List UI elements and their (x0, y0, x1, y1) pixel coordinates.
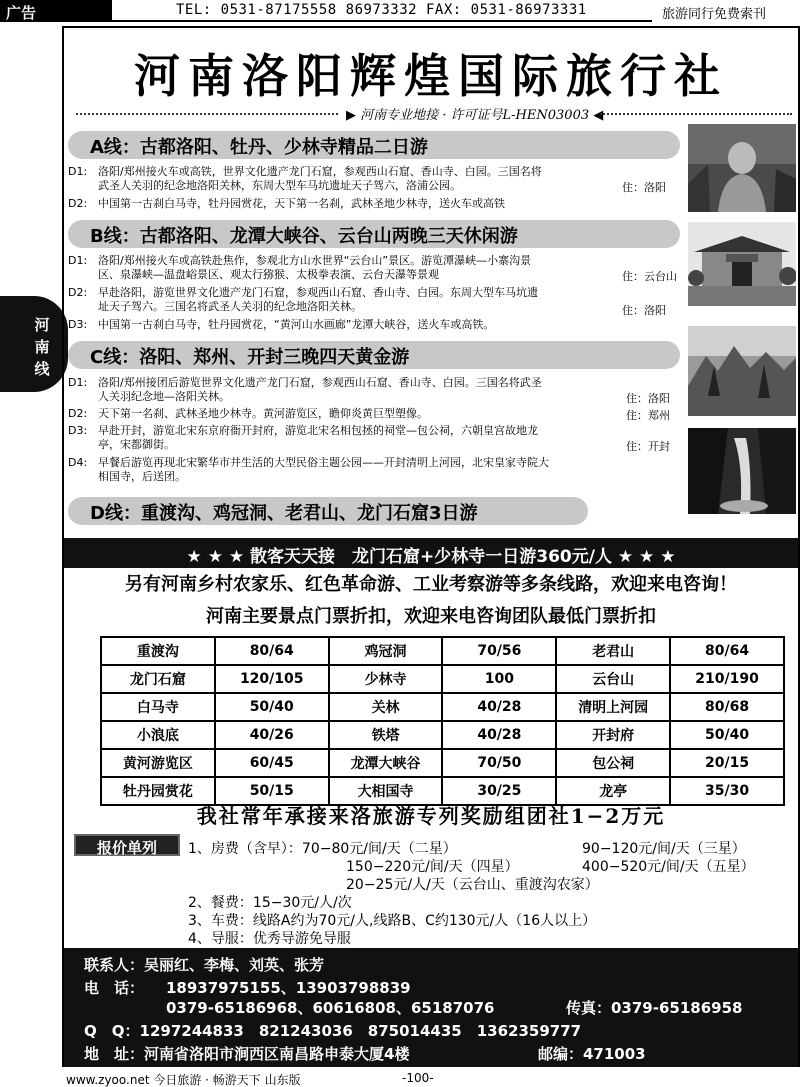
ticket-price-table (100, 636, 785, 806)
route-a-title: A线：古都洛阳、牡丹、少林寺精品二日游 (68, 131, 680, 159)
ticket-site-name: 少林寺 (329, 665, 443, 693)
ticket-price: 35/30 (670, 777, 784, 805)
quote-tag: 报价单列 (74, 834, 180, 856)
ticket-site-name: 龙亭 (556, 777, 670, 805)
ad-label: 广告 (0, 0, 112, 22)
quote-guide: 4、导服：优秀导游免导服 (188, 931, 351, 947)
ticket-site-name: 鸡冠洞 (329, 637, 443, 665)
contact-phone-label: 电 话： (84, 979, 145, 997)
contact-qq: Q Q：1297244833 821243036 875014435 1362359777 (84, 1022, 582, 1040)
ticket-site-name: 牡丹园赏花 (101, 777, 215, 805)
route-c-title: C线：洛阳、郑州、开封三晚四天黄金游 (68, 341, 680, 369)
divider-left (76, 113, 338, 115)
route-b-title: B线：古都洛阳、龙潭大峡谷、云台山两晚三天休闲游 (68, 220, 680, 248)
route-c-day-3: D3: 早赴开封，游览北宋东京府衙开封府，游览北宋名相包拯的祠堂—包公祠，六朝皇宫故地龙 亭，宋都御街。 (68, 424, 538, 451)
ticket-price: 70/56 (442, 637, 556, 665)
route-b-day-1: D1: 洛阳/郑州接火车或高铁赴焦作，参观北方山水世界“云台山”景区。游览潭瀑峡—小寨沟景 区、泉瀑峡—温盘峪景区、观太行猕猴、太极拳表演、云台天瀑等景观 (68, 254, 532, 281)
company-name: 河南洛阳辉煌国际旅行社 (134, 49, 728, 103)
ticket-site-name: 开封府 (556, 721, 670, 749)
ticket-price: 80/64 (670, 637, 784, 665)
other-routes-text: 另有河南乡村农家乐、红色革命游、工业考察游等多条线路，欢迎来电咨询！ (125, 574, 737, 595)
quote-room-three-star: 90−120元/间/天（三星） (582, 841, 746, 857)
contact-people: 联系人：吴丽红、李梅、刘英、张芳 (84, 956, 325, 974)
gorge-waterfall-image (688, 428, 796, 514)
contact-postcode: 邮编：471003 (538, 1045, 646, 1063)
license-number: ▶ 河南专业地接 · 许可证号L-HEN03003 ◀ (346, 108, 604, 123)
route-a-day-1-stay: 住：洛阳 (622, 181, 666, 194)
quote-transport: 3、车费：线路A约为70元/人,线路B、C约130元/人（16人以上） (188, 913, 597, 929)
ticket-site-name: 重渡沟 (101, 637, 215, 665)
ticket-site-name: 老君山 (556, 637, 670, 665)
ticket-price: 40/28 (442, 721, 556, 749)
top-bar (0, 0, 800, 22)
top-right-label: 旅游同行免费索刊 (662, 7, 767, 22)
contact-fax: 传真：0379-65186958 (566, 999, 743, 1017)
route-b-day-1-stay: 住：云台山 (622, 270, 677, 283)
ticket-site-name: 白马寺 (101, 693, 215, 721)
ticket-price: 30/25 (442, 777, 556, 805)
pagoda-landscape-image (688, 326, 796, 416)
ticket-discount-title: 河南主要景点门票折扣，欢迎来电咨询团队最低门票折扣 (206, 606, 656, 627)
ticket-price: 60/45 (215, 749, 329, 777)
page-number: -100- (402, 1071, 434, 1085)
ticket-site-name: 龙门石窟 (101, 665, 215, 693)
ticket-price: 40/28 (442, 693, 556, 721)
ticket-price: 40/26 (215, 721, 329, 749)
quote-room-farmhouse: 20−25元/人/天（云台山、重渡沟农家） (346, 877, 599, 893)
page-footer (62, 1070, 800, 1087)
divider-right (600, 113, 792, 115)
route-c-day-4: D4: 早餐后游览再现北宋繁华市井生活的大型民俗主题公园——开封清明上河园，北宋皇家寺院大 相国寺，后送团。 (68, 456, 549, 483)
ticket-site-name: 铁塔 (329, 721, 443, 749)
reward-slogan: 我社常年承接来洛旅游专列奖励组团社1−2万元 (196, 804, 666, 828)
ticket-site-name: 云台山 (556, 665, 670, 693)
top-underline (112, 20, 652, 22)
route-a-day-1: D1: 洛阳/郑州接火车或高铁，世界文化遗产龙门石窟，参观西山石窟、香山寺、白园。三国名将 武圣人关羽的纪念地洛阳关林，东周大型车马坑遗址天子驾六，洛浦公园。 (68, 165, 542, 192)
ticket-price: 50/15 (215, 777, 329, 805)
table-row (101, 693, 784, 721)
quote-meals: 2、餐费：15−30元/人/次 (188, 895, 352, 911)
temple-gate-image (688, 222, 796, 306)
route-c-day-2: D2: 天下第一名刹、武林圣地少林寺。黄河游览区，瞻仰炎黄巨型塑像。 (68, 407, 428, 420)
table-row (101, 637, 784, 665)
route-b-day-2-stay: 住：洛阳 (622, 304, 666, 317)
route-c-day-1-stay: 住：洛阳 (626, 392, 670, 405)
contact-mobiles: 18937975155、13903798839 (166, 979, 411, 997)
route-a-day-2: D2: 中国第一古刹白马寺，牡丹园赏花，天下第一名刹，武林圣地少林寺，送火车或高铁 (68, 197, 505, 210)
route-b-day-2: D2: 早赴洛阳，游览世界文化遗产龙门石窟，参观西山石窟、香山寺、白园。东周大型车马坑遗 址天子驾六。三国名将武圣人关羽的纪念地洛阳关林。 (68, 286, 538, 313)
route-d-title: D线：重渡沟、鸡冠洞、老君山、龙门石窟3日游 (68, 497, 588, 525)
table-row (101, 721, 784, 749)
ticket-price: 50/40 (215, 693, 329, 721)
ticket-price: 80/68 (670, 693, 784, 721)
ticket-price: 120/105 (215, 665, 329, 693)
ticket-site-name: 包公祠 (556, 749, 670, 777)
ticket-price: 100 (442, 665, 556, 693)
side-tab-text: 河 南 线 (34, 316, 50, 378)
contact-address: 地 址：河南省洛阳市涧西区南昌路申泰大厦4楼 (84, 1045, 410, 1063)
ticket-site-name: 大相国寺 (329, 777, 443, 805)
table-row (101, 749, 784, 777)
ticket-site-name: 龙潭大峡谷 (329, 749, 443, 777)
contact-block (64, 948, 798, 1067)
ticket-site-name: 黄河游览区 (101, 749, 215, 777)
ticket-site-name: 清明上河园 (556, 693, 670, 721)
table-row (101, 665, 784, 693)
quote-room-five-star: 400−520元/间/天（五星） (582, 859, 755, 875)
side-tab-henan (0, 296, 68, 392)
route-b-day-3: D3: 中国第一古刹白马寺，牡丹园赏花，“黄河山水画廊”龙潭大峡谷，送火车或高铁。 (68, 318, 495, 331)
ticket-price: 70/50 (442, 749, 556, 777)
quote-room-two-star: 1、房费（含早）：70−80元/间/天（二星） (188, 841, 457, 857)
route-c-day-3-stay: 住：开封 (626, 440, 670, 453)
ticket-price: 20/15 (670, 749, 784, 777)
top-phone-numbers: TEL: 0531-87175558 86973332 FAX: 0531-86973331 (176, 2, 587, 18)
route-c-day-2-stay: 住：郑州 (626, 409, 670, 422)
route-c-day-1: D1: 洛阳/郑州接团后游览世界文化遗产龙门石窟，参观西山石窟、香山寺、白园。三国名将武圣 人关羽纪念地—洛阳关林。 (68, 376, 542, 403)
ticket-price: 50/40 (670, 721, 784, 749)
ticket-price: 210/190 (670, 665, 784, 693)
quote-room-four-star: 150−220元/间/天（四星） (346, 859, 519, 875)
daily-tour-banner: ★ ★ ★ 散客天天接 龙门石窟+少林寺一日游360元/人 ★ ★ ★ (64, 538, 798, 568)
footer-site: www.zyoo.net 今日旅游 · 畅游天下 山东版 (66, 1073, 301, 1087)
ticket-site-name: 关林 (329, 693, 443, 721)
contact-landlines: 0379-65186968、60616808、65187076 (166, 999, 495, 1017)
buddha-statue-image (688, 124, 796, 212)
ticket-site-name: 小浪底 (101, 721, 215, 749)
license-row (76, 104, 792, 124)
ticket-price: 80/64 (215, 637, 329, 665)
